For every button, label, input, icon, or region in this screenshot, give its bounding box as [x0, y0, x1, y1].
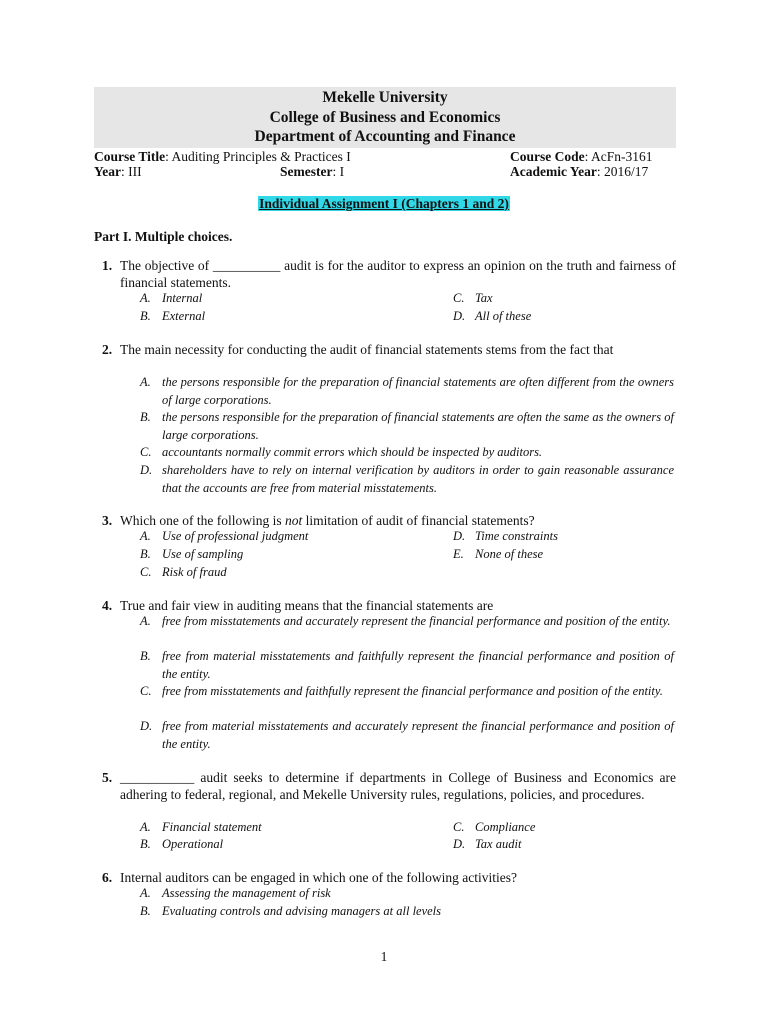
option-4a — [140, 613, 674, 631]
option-letter: A. — [140, 291, 151, 305]
question-number: 2. — [102, 342, 113, 357]
option-letter: E. — [453, 547, 464, 561]
semester-value: : I — [332, 164, 345, 179]
option-5d — [453, 836, 673, 854]
course-title-value: : Auditing Principles & Practices I — [165, 149, 351, 164]
option-5a — [140, 819, 400, 837]
course-code-value: : AcFn-3161 — [584, 149, 653, 164]
university-name: Mekelle University — [322, 89, 448, 106]
page-number: 1 — [380, 949, 388, 964]
year-label: Year — [94, 164, 121, 179]
option-1a — [140, 290, 380, 308]
question-1 — [102, 258, 676, 291]
option-text: Use of sampling — [162, 547, 244, 561]
question-number: 4. — [102, 598, 113, 613]
question-number: 6. — [102, 870, 113, 885]
question-stem — [120, 770, 676, 803]
option-text: Risk of fraud — [162, 565, 227, 579]
course-code-label: Course Code — [510, 149, 585, 164]
option-text: Internal — [162, 291, 203, 305]
stem-text: Which one of the following is — [120, 513, 285, 528]
option-text: shareholders have to rely on internal verification by auditors in order to gain reasonable assurance that the accounts are free from material misstatements. — [162, 463, 674, 495]
stem-text: audit seeks to determine if departments in College of Business and Economics are adhering to federal, regional, and Mekelle University rules, regulations, policies, and procedures. — [120, 770, 676, 802]
option-3d — [453, 528, 673, 546]
part-title: Part I. Multiple choices. — [94, 229, 233, 244]
option-letter: D. — [140, 463, 153, 477]
option-4b — [140, 648, 674, 683]
option-letter: C. — [140, 684, 152, 698]
option-text: free from misstatements and accurately represent the financial performance and position of the entity. — [162, 614, 671, 628]
college-name: College of Business and Economics — [269, 108, 501, 126]
option-text: free from material misstatements and faithfully represent the financial performance and position of the entity. — [162, 649, 674, 681]
option-text: External — [162, 309, 206, 323]
option-letter: C. — [140, 565, 152, 579]
option-2d — [140, 462, 674, 497]
option-3e — [453, 546, 673, 564]
option-letter: B. — [140, 309, 151, 323]
semester — [280, 164, 344, 180]
option-text: accountants normally commit errors which should be inspected by auditors. — [162, 445, 543, 459]
option-text: free from material misstatements and accurately represent the financial performance and position of the entity. — [162, 719, 674, 751]
year-value: : III — [121, 164, 142, 179]
question-number: 3. — [102, 513, 113, 528]
academic-year-label: Academic Year — [510, 164, 597, 179]
option-text: Tax — [475, 291, 493, 305]
option-text: None of these — [475, 547, 544, 561]
course-code — [510, 149, 653, 165]
option-5b — [140, 836, 400, 854]
option-letter: B. — [140, 837, 151, 851]
option-text: Use of professional judgment — [162, 529, 309, 543]
option-text: the persons responsible for the preparation of financial statements are often the same as the owners of large corporations. — [162, 410, 674, 442]
question-2 — [102, 342, 676, 359]
question-stem — [120, 258, 676, 291]
option-1b — [140, 308, 380, 326]
option-6a — [140, 885, 674, 903]
option-letter: A. — [140, 820, 151, 834]
option-2b — [140, 409, 674, 444]
option-letter: D. — [453, 529, 466, 543]
option-4c — [140, 683, 674, 701]
answer-blank: __________ — [212, 258, 281, 273]
option-3b — [140, 546, 400, 564]
department-name: Department of Accounting and Finance — [254, 128, 516, 145]
year — [94, 164, 142, 180]
question-stem: True and fair view in auditing means that the financial statements are — [120, 598, 494, 613]
question-number: 5. — [102, 770, 113, 785]
question-stem: Internal auditors can be engaged in which one of the following activities? — [120, 870, 517, 885]
semester-label: Semester — [280, 164, 333, 179]
assignment-title-text: Individual Assignment I (Chapters 1 and 2) — [259, 196, 509, 211]
option-letter: C. — [140, 445, 152, 459]
document-header — [94, 87, 676, 148]
assignment-title — [0, 195, 768, 213]
option-text: All of these — [475, 309, 532, 323]
option-text: Tax audit — [475, 837, 522, 851]
option-text: Assessing the management of risk — [162, 886, 331, 900]
option-letter: D. — [140, 719, 153, 733]
option-letter: A. — [140, 614, 151, 628]
option-letter: C. — [453, 291, 465, 305]
option-text: Time constraints — [475, 529, 558, 543]
academic-year — [510, 164, 648, 180]
question-stem: The main necessity for conducting the audit of financial statements stems from the fact that — [120, 342, 614, 357]
option-text: free from misstatements and faithfully represent the financial performance and position of the entity. — [162, 684, 663, 698]
option-2c — [140, 444, 674, 462]
stem-text: audit is for the auditor to express an opinion on the truth and fairness of financial statements. — [120, 258, 676, 290]
option-letter: B. — [140, 904, 151, 918]
option-letter: A. — [140, 375, 151, 389]
option-letter: B. — [140, 410, 151, 424]
option-1d — [453, 308, 673, 326]
option-letter: D. — [453, 837, 466, 851]
option-text: the persons responsible for the preparation of financial statements are often different from the owners of large corporations. — [162, 375, 674, 407]
option-3a — [140, 528, 400, 546]
option-letter: C. — [453, 820, 465, 834]
option-3c — [140, 564, 400, 582]
option-2a — [140, 374, 674, 409]
course-title-label: Course Title — [94, 149, 166, 164]
question-number: 1. — [102, 258, 113, 273]
option-letter: A. — [140, 886, 151, 900]
academic-year-value: : 2016/17 — [596, 164, 649, 179]
option-4d — [140, 718, 674, 753]
option-text: Evaluating controls and advising managers at all levels — [162, 904, 442, 918]
stem-emphasis: not — [284, 513, 303, 528]
question-5 — [102, 770, 676, 803]
option-6b — [140, 903, 674, 921]
option-letter: D. — [453, 309, 466, 323]
course-title — [94, 149, 351, 165]
option-letter: B. — [140, 649, 151, 663]
option-letter: A. — [140, 529, 151, 543]
option-5c — [453, 819, 673, 837]
option-text: Operational — [162, 837, 224, 851]
option-text: Compliance — [475, 820, 536, 834]
stem-text: The objective of — [120, 258, 213, 273]
option-letter: B. — [140, 547, 151, 561]
option-1c — [453, 290, 673, 308]
stem-text: limitation of audit of financial statements? — [302, 513, 535, 528]
option-text: Financial statement — [162, 820, 262, 834]
answer-blank: ___________ — [120, 770, 195, 785]
